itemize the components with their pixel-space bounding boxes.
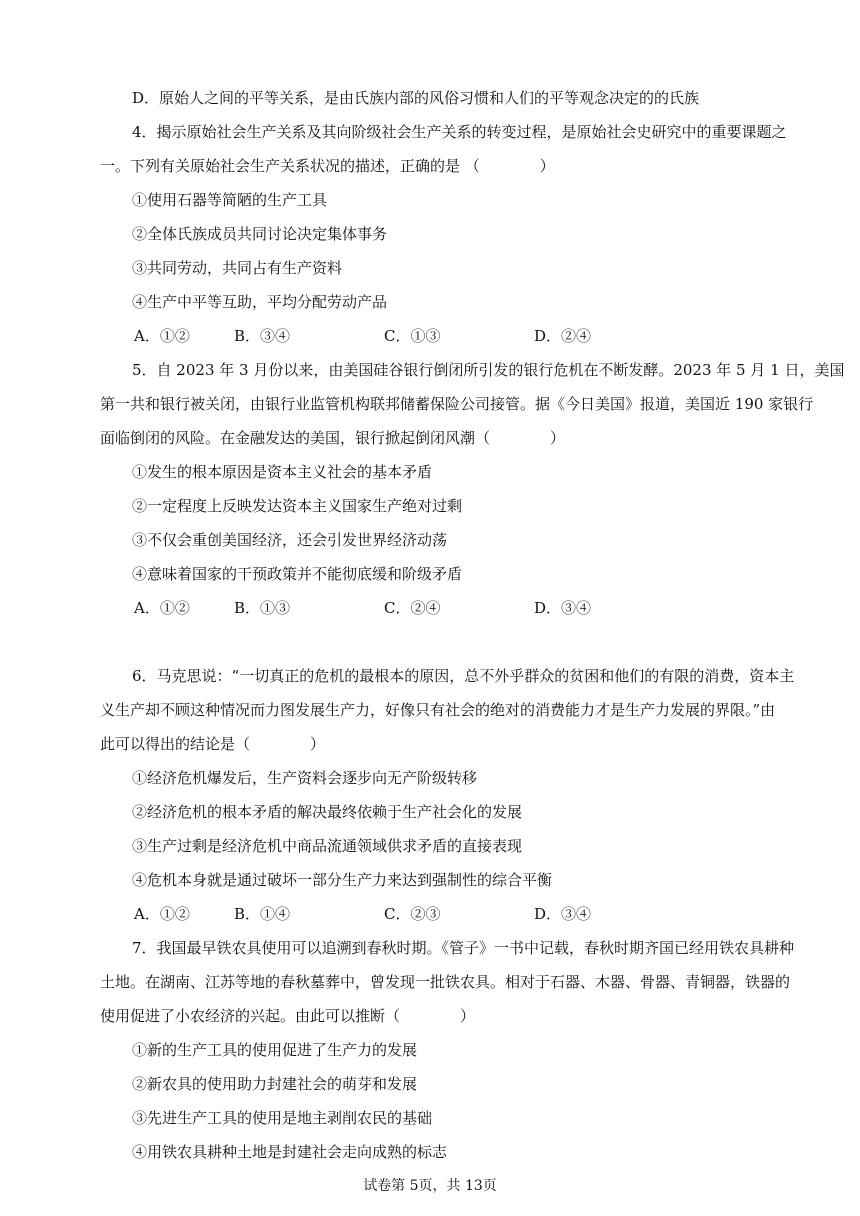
q5-option-c: C．②④ — [384, 599, 441, 617]
q7-statement-2: ②新农具的使用助力封建社会的萌芽和发展 — [132, 1075, 418, 1093]
q4-statement-2: ②全体氏族成员共同讨论决定集体事务 — [132, 225, 388, 243]
q6-statement-4: ④危机本身就是通过破坏一部分生产力来达到强制性的综合平衡 — [132, 871, 553, 889]
q7-stem-line-3: 使用促进了小农经济的兴起。由此可以推断（ ） — [100, 1007, 476, 1025]
q5-option-d: D．③④ — [534, 599, 592, 617]
q4-options — [134, 326, 654, 346]
q7-statement-3: ③先进生产工具的使用是地主剥削农民的基础 — [132, 1109, 433, 1127]
q7-stem-line-1: 7．我国最早铁农具使用可以追溯到春秋时期。《管子》一书中记载，春秋时期齐国已经用铁农具耕种 — [132, 939, 795, 957]
q5-statement-1: ①发生的根本原因是资本主义社会的基本矛盾 — [132, 463, 433, 481]
q4-stem-line-2: 一。下列有关原始社会生产关系状况的描述，正确的是 （ ） — [100, 157, 555, 175]
q6-statement-2: ②经济危机的根本矛盾的解决最终依赖于生产社会化的发展 — [132, 803, 523, 821]
q6-option-c: C．②③ — [384, 905, 441, 923]
q6-option-a: A．①② — [134, 905, 190, 923]
q5-statement-2: ②一定程度上反映发达资本主义国家生产绝对过剩 — [132, 497, 463, 515]
q5-options — [134, 598, 654, 618]
q6-statement-1: ①经济危机爆发后，生产资料会逐步向无产阶级转移 — [132, 769, 478, 787]
q6-stem-line-3: 此可以得出的结论是（ ） — [100, 735, 326, 753]
q6-stem-line-1: 6．马克思说：“一切真正的危机的最根本的原因，总不外乎群众的贫困和他们的有限的消费，资本主 — [132, 667, 795, 685]
q3-option-d: D．原始人之间的平等关系，是由氏族内部的风俗习惯和人们的平等观念决定的的氏族 — [132, 89, 700, 107]
q5-stem-line-3: 面临倒闭的风险。在金融发达的美国，银行掀起倒闭风潮（ ） — [100, 429, 566, 447]
q7-stem-line-2: 土地。在湖南、江苏等地的春秋墓葬中，曾发现一批铁农具。相对于石器、木器、骨器、青铜器，铁器的 — [100, 973, 791, 991]
q7-statement-1: ①新的生产工具的使用促进了生产力的发展 — [132, 1041, 418, 1059]
q5-statement-3: ③不仅会重创美国经济，还会引发世界经济动荡 — [132, 531, 448, 549]
q4-option-c: C．①③ — [384, 327, 441, 345]
q6-option-d: D．③④ — [534, 905, 592, 923]
q4-option-b: B．③④ — [234, 327, 291, 345]
q4-stem-line-1: 4．揭示原始社会生产关系及其向阶级社会生产关系的转变过程，是原始社会史研究中的重要课题之 — [132, 123, 787, 141]
q6-statement-3: ③生产过剩是经济危机中商品流通领域供求矛盾的直接表现 — [132, 837, 523, 855]
q4-statement-3: ③共同劳动，共同占有生产资料 — [132, 259, 343, 277]
q4-option-a: A．①② — [134, 327, 190, 345]
q6-options — [134, 904, 654, 924]
q5-option-a: A．①② — [134, 599, 190, 617]
q7-statement-4: ④用铁农具耕种土地是封建社会走向成熟的标志 — [132, 1143, 448, 1161]
q5-option-b: B．①③ — [234, 599, 291, 617]
q5-stem-line-1: 5．自 2023 年 3 月份以来，由美国硅谷银行倒闭所引发的银行危机在不断发酵。2023 年 5 月 1 日，美国 — [132, 361, 845, 379]
q6-stem-line-2: 义生产却不顾这种情况而力图发展生产力，好像只有社会的绝对的消费能力才是生产力发展的界限。”由 — [100, 701, 776, 719]
q6-option-b: B．①④ — [234, 905, 291, 923]
q5-statement-4: ④意味着国家的干预政策并不能彻底缓和阶级矛盾 — [132, 565, 463, 583]
q5-stem-line-2: 第一共和银行被关闭，由银行业监管机构联邦储蓄保险公司接管。据《今日美国》报道，美国近 190 家银行 — [100, 395, 814, 413]
page-footer: 试卷第 5页，共 13页 — [363, 1178, 497, 1194]
q4-option-d: D．②④ — [534, 327, 592, 345]
q4-statement-1: ①使用石器等简陋的生产工具 — [132, 191, 328, 209]
q4-statement-4: ④生产中平等互助，平均分配劳动产品 — [132, 293, 388, 311]
